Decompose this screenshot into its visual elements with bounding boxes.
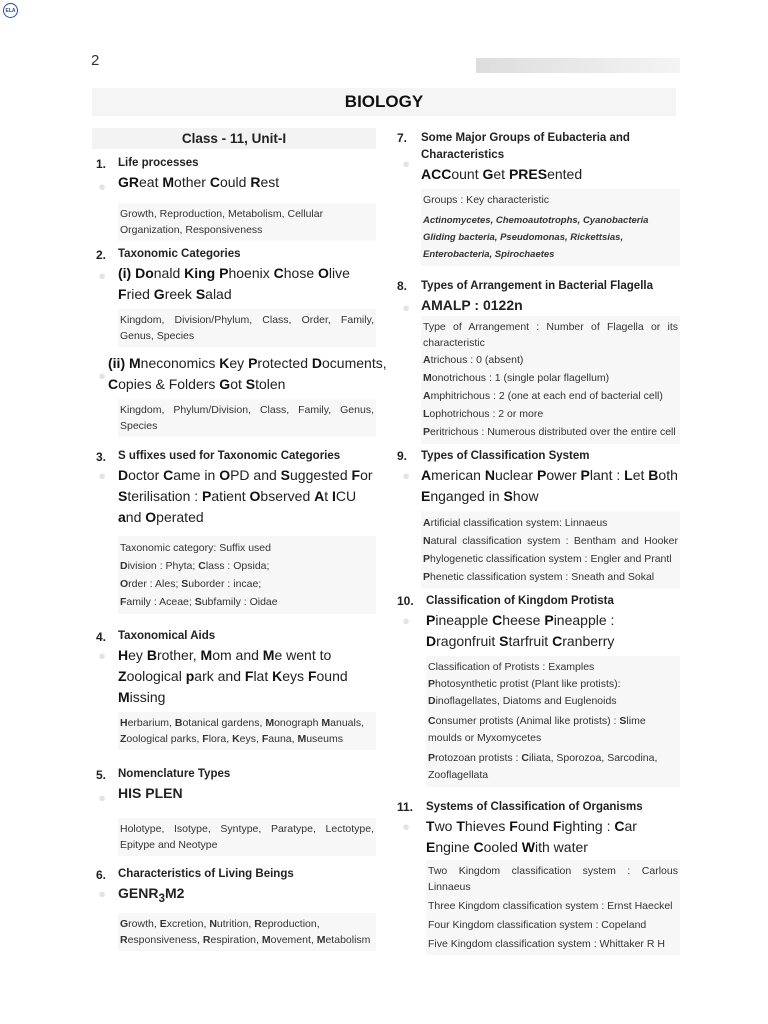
- box-line: Three Kingdom classification system : Ernst Haeckel: [428, 900, 673, 912]
- section-title: Types of Classification System: [421, 450, 590, 462]
- bulb-icon: ●: [402, 819, 410, 834]
- content-box: [118, 536, 376, 614]
- box-line: Actinomycetes, Chemoautotrophs, Cyanobacteria: [423, 215, 649, 226]
- box-line: Division : Phyta; Class : Opsida;: [120, 560, 270, 572]
- box-line: Protozoan protists : Ciliata, Sporozoa, Sarcodina, Zooflagellata: [428, 752, 658, 781]
- content-box: Growth, Excretion, Nutrition, Reproduction, Responsiveness, Respiration, Movement, Metabolism: [118, 913, 376, 951]
- section-nomenclature-types: [92, 764, 376, 856]
- section-organism-systems: [396, 797, 680, 955]
- box-line: Lophotrichous : 2 or more: [423, 408, 544, 420]
- box-line: Monotrichous : 1 (single polar flagellum): [423, 372, 610, 384]
- box-line: Natural classification system : Bentham and Hooker Phylogenetic classification system : Engler and Prantl: [423, 535, 678, 565]
- section-protista: [396, 591, 680, 787]
- mnemonic: Two Thieves Found Fighting : Car Engine Cooled With water: [426, 818, 637, 855]
- box-line: Groups : Key characteristic: [423, 194, 550, 206]
- section-number: 11.: [397, 800, 414, 814]
- content-box: Kingdom, Division/Phylum, Class, Order, Family, Genus, Species: [118, 309, 376, 347]
- box-line: Family : Aceae; Subfamily : Oidae: [120, 596, 278, 608]
- mnemonic: GReat Mother Could Rest: [118, 174, 280, 190]
- content-box: [421, 189, 680, 266]
- section-number: 8.: [397, 279, 408, 293]
- bulb-icon: ●: [98, 179, 106, 194]
- bulb-icon: ●: [98, 648, 106, 663]
- bulb-icon: ●: [98, 268, 106, 283]
- box-line: Phenetic classification system : Sneath and Sokal: [423, 571, 655, 583]
- section-eubacteria: [396, 128, 680, 266]
- bulb-icon: ●: [98, 368, 106, 383]
- left-column: [92, 128, 387, 951]
- subject-title: BIOLOGY: [92, 88, 676, 116]
- bulb-icon: ●: [402, 300, 410, 315]
- bulb-icon: ●: [98, 886, 106, 901]
- section-number: 6.: [96, 868, 107, 882]
- mnemonic: American Nuclear Power Plant : Let Both Enganged in Show: [421, 467, 678, 504]
- mnemonic: HIS PLEN: [118, 785, 183, 801]
- section-number: 3.: [96, 450, 107, 464]
- class-heading: Class - 11, Unit-I: [92, 128, 376, 149]
- box-line: Artificial classification system: Linnaeus: [423, 517, 608, 529]
- right-column: [396, 128, 680, 955]
- section-classification-system: [396, 446, 680, 589]
- section-number: 10.: [397, 594, 414, 608]
- bulb-icon: ●: [402, 156, 410, 171]
- box-line: Peritrichous : Numerous distributed over the entire cell: [423, 426, 676, 438]
- box-line: Enterobacteria, Spirochaetes: [423, 249, 555, 260]
- content-box: [421, 511, 680, 589]
- bulb-icon: ●: [98, 790, 106, 805]
- section-number: 7.: [397, 131, 408, 145]
- section-title: S uffixes used for Taxonomic Categories: [118, 450, 341, 462]
- section-number: 2.: [96, 248, 107, 262]
- box-line: Classification of Protists : Examples: [428, 661, 595, 673]
- box-line: Gliding bacteria, Pseudomonas, Rickettsias,: [423, 232, 624, 243]
- mnemonic: ACCount Get PRESented: [421, 166, 583, 182]
- bulb-icon: ●: [98, 468, 106, 483]
- section-title: Types of Arrangement in Bacterial Flagella: [421, 280, 653, 292]
- header-bar: [476, 58, 680, 73]
- section-life-processes: [92, 153, 376, 241]
- content-box: [426, 656, 680, 787]
- section-number: 5.: [96, 768, 107, 782]
- box-line: Order : Ales; Suborder : incae;: [120, 578, 262, 590]
- content-box: Growth, Reproduction, Metabolism, Cellular Organization, Responsiveness: [118, 203, 376, 241]
- mnemonic: (i) Donald King Phoenix Chose Olive Fried Greek Salad: [118, 265, 350, 302]
- section-living-beings: [92, 864, 376, 951]
- page-number: 2: [91, 52, 100, 69]
- section-title: Life processes: [118, 157, 199, 169]
- box-line: Five Kingdom classification system : Whittaker R H: [428, 938, 665, 950]
- mnemonic: (ii) Mneconomics Key Protected Documents, Copies & Folders Got Stolen: [108, 355, 387, 392]
- box-line: Photosynthetic protist (Plant like protists): Dinoflagellates, Diatoms and Euglenoids: [428, 678, 621, 707]
- bulb-icon: ●: [402, 468, 410, 483]
- mnemonic: $GENR_3M2$: [118, 885, 185, 905]
- box-line: Type of Arrangement : Number of Flagella or its characteristic: [423, 321, 678, 349]
- section-taxonomical-aids: [92, 626, 376, 750]
- section-title: Some Major Groups of Eubacteria and Characteristics: [421, 132, 630, 161]
- section-title: Taxonomic Categories: [118, 248, 241, 260]
- section-flagella: [396, 276, 680, 444]
- content-box: Holotype, Isotype, Syntype, Paratype, Lectotype, Epitype and Neotype: [118, 818, 376, 856]
- mnemonic: AMALP : 0122n: [421, 297, 523, 313]
- box-line: Two Kingdom classification system : Carlous Linnaeus: [428, 865, 678, 893]
- section-title: Taxonomical Aids: [118, 630, 216, 642]
- logo: ELA: [3, 3, 18, 18]
- mnemonic: Pineapple Cheese Pineapple : Dragonfruit Starfruit Cranberry: [426, 612, 615, 649]
- section-taxonomic-categories: [92, 244, 387, 437]
- section-title: Systems of Classification of Organisms: [426, 801, 643, 813]
- box-line: Atrichous : 0 (absent): [423, 354, 524, 366]
- section-title: Nomenclature Types: [118, 768, 231, 780]
- section-title: Characteristics of Living Beings: [118, 868, 294, 880]
- content-box: Herbarium, Botanical gardens, Monograph Manuals, Zoological parks, Flora, Keys, Fauna, Museums: [118, 712, 376, 750]
- box-line: Four Kingdom classification system : Copeland: [428, 919, 647, 931]
- section-number: 9.: [397, 449, 408, 463]
- content-box: Kingdom, Phylum/Division, Class, Family, Genus, Species: [118, 399, 376, 437]
- box-line: Consumer protists (Animal like protists) : Slime moulds or Myxomycetes: [428, 715, 646, 744]
- section-title: Classification of Kingdom Protista: [426, 595, 614, 607]
- section-suffixes: [92, 446, 376, 614]
- content-box: [426, 860, 680, 955]
- box-line: Amphitrichous : 2 (one at each end of bacterial cell): [423, 390, 663, 402]
- section-number: 1.: [96, 157, 107, 171]
- section-number: 4.: [96, 630, 107, 644]
- content-box: [421, 316, 680, 444]
- bulb-icon: ●: [402, 613, 410, 628]
- mnemonic: Hey Brother, Mom and Me went to Zoological park and Flat Keys Found Missing: [118, 647, 348, 705]
- box-line: Taxonomic category: Suffix used: [120, 542, 271, 554]
- mnemonic: Doctor Came in OPD and Suggested For Sterilisation : Patient Observed At ICU and Operated: [118, 467, 373, 525]
